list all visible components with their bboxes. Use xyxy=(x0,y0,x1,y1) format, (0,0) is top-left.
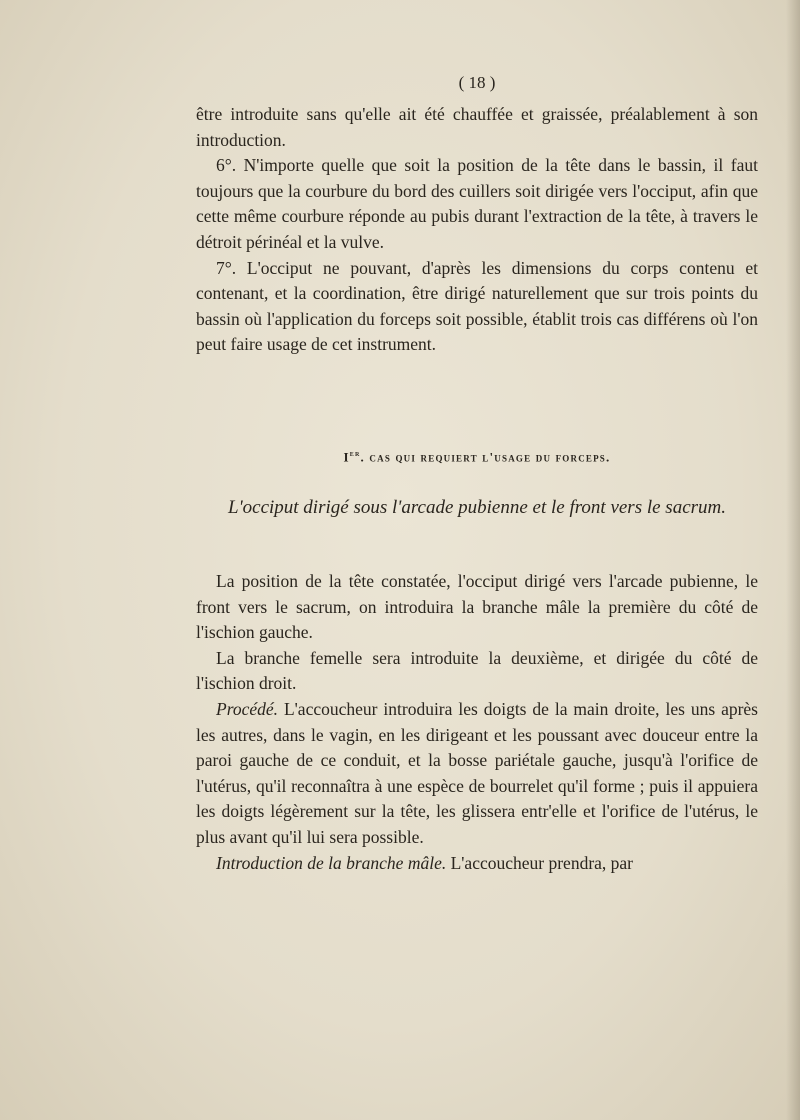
paragraph-procede xyxy=(196,697,758,851)
paragraph-lead: Procédé. xyxy=(216,698,279,719)
paragraph-position xyxy=(196,569,758,646)
page-edge-shadow xyxy=(786,0,800,1120)
paragraph-text: L'accoucheur introduira les doigts de la main droite, les uns après les autres, dans le vagin, en les dirigeant et les poussant avec douceur entre la paroi gauche de ce conduit, et la bosse pariétale gauche, jusqu'à l'orifice de l'utérus, qu'il reconnaîtra à une espèce de bourrelet qu'il forme ; puis il appuiera les doigts légèrement sur la tête, les glissera entr'elle et l'orifice de l'utérus, le plus avant qu'il lui sera possible. xyxy=(196,698,758,847)
section-ordinal: I xyxy=(343,449,350,465)
paragraph-text: La position de la tête constatée, l'occiput dirigé vers l'arcade pubienne, le front vers le sacrum, on introduira la branche mâle la première du côté de l'ischion gauche. xyxy=(196,571,758,643)
paragraph-text: L'accoucheur prendra, par xyxy=(446,852,634,873)
section-heading xyxy=(196,441,758,470)
paragraph-lead: Introduction de la branche mâle. xyxy=(216,852,447,873)
paragraph-rule-7: 7°. L'occiput ne pouvant, d'après les dimensions du corps contenu et contenant, et la coordination, être dirigé naturellement que sur trois points du bassin où l'application du forceps soit possible, établit trois cas différens où l'on peut faire usage de cet instrument. xyxy=(196,257,758,355)
paragraph-introduction xyxy=(196,851,758,877)
paragraph-continuation: être introduite sans qu'elle ait été chauffée et graissée, préalablement à son introduction. xyxy=(196,104,758,150)
paragraph-branche-femelle xyxy=(196,646,758,697)
body-top xyxy=(196,102,758,358)
paragraph-rule-6: 6°. N'importe quelle que soit la position de la tête dans le bassin, il faut toujours que la courbure du bord des cuillers soit dirigée vers l'occiput, afin que cette même courbure réponde au pubis durant l'extraction de la tête, à travers le détroit périnéal et la vulve. xyxy=(196,155,758,252)
section-heading-text: . cas qui requiert l'usage du forceps. xyxy=(360,449,611,465)
section-ordinal-suffix: er xyxy=(349,448,361,458)
body-bottom xyxy=(196,569,758,876)
subheading: L'occiput dirigé sous l'arcade pubienne et le front vers le sacrum. xyxy=(228,497,726,518)
page-number: ( 18 ) xyxy=(458,73,496,92)
paragraph-text: La branche femelle sera introduite la deuxième, et dirigée du côté de l'ischion droit. xyxy=(196,647,758,694)
